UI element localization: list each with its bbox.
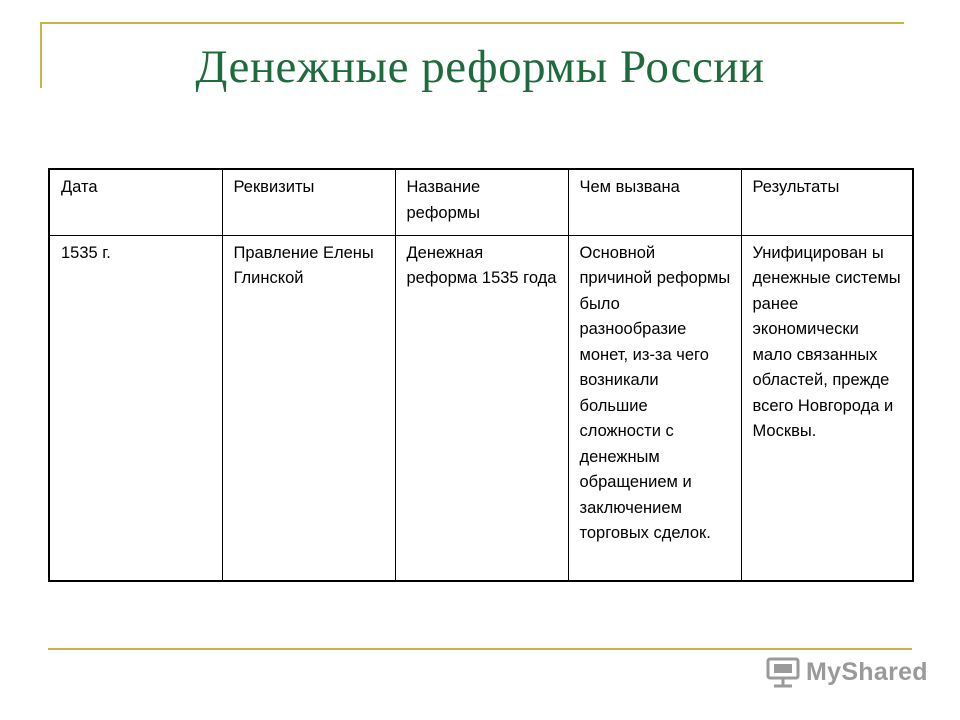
table-row xyxy=(49,235,913,581)
cell-cause: Основной причиной реформы было разнообразие монет, из-за чего возникали большие сложности с денежным обращением и заключением торговых сделок. xyxy=(568,235,741,581)
header-reform-name: Название реформы xyxy=(395,169,568,235)
watermark-logo xyxy=(766,656,928,688)
cell-details: Правление Елены Глинской xyxy=(222,235,395,581)
reforms-table xyxy=(48,168,914,582)
table-header-row xyxy=(49,169,913,235)
cell-results: Унифицирован ы денежные системы ранее экономически мало связанных областей, прежде всего Новгорода и Москвы. xyxy=(741,235,913,581)
header-results: Результаты xyxy=(741,169,913,235)
cell-reform-name: Денежная реформа 1535 года xyxy=(395,235,568,581)
watermark-text: MyShared xyxy=(806,657,928,686)
bottom-decorative-line xyxy=(48,648,912,650)
cell-date: 1535 г. xyxy=(49,235,222,581)
presentation-board-icon xyxy=(766,656,800,688)
header-date: Дата xyxy=(49,169,222,235)
top-decorative-line xyxy=(40,22,904,24)
slide-title: Денежные реформы России xyxy=(195,41,765,93)
header-cause: Чем вызвана xyxy=(568,169,741,235)
header-details: Реквизиты xyxy=(222,169,395,235)
